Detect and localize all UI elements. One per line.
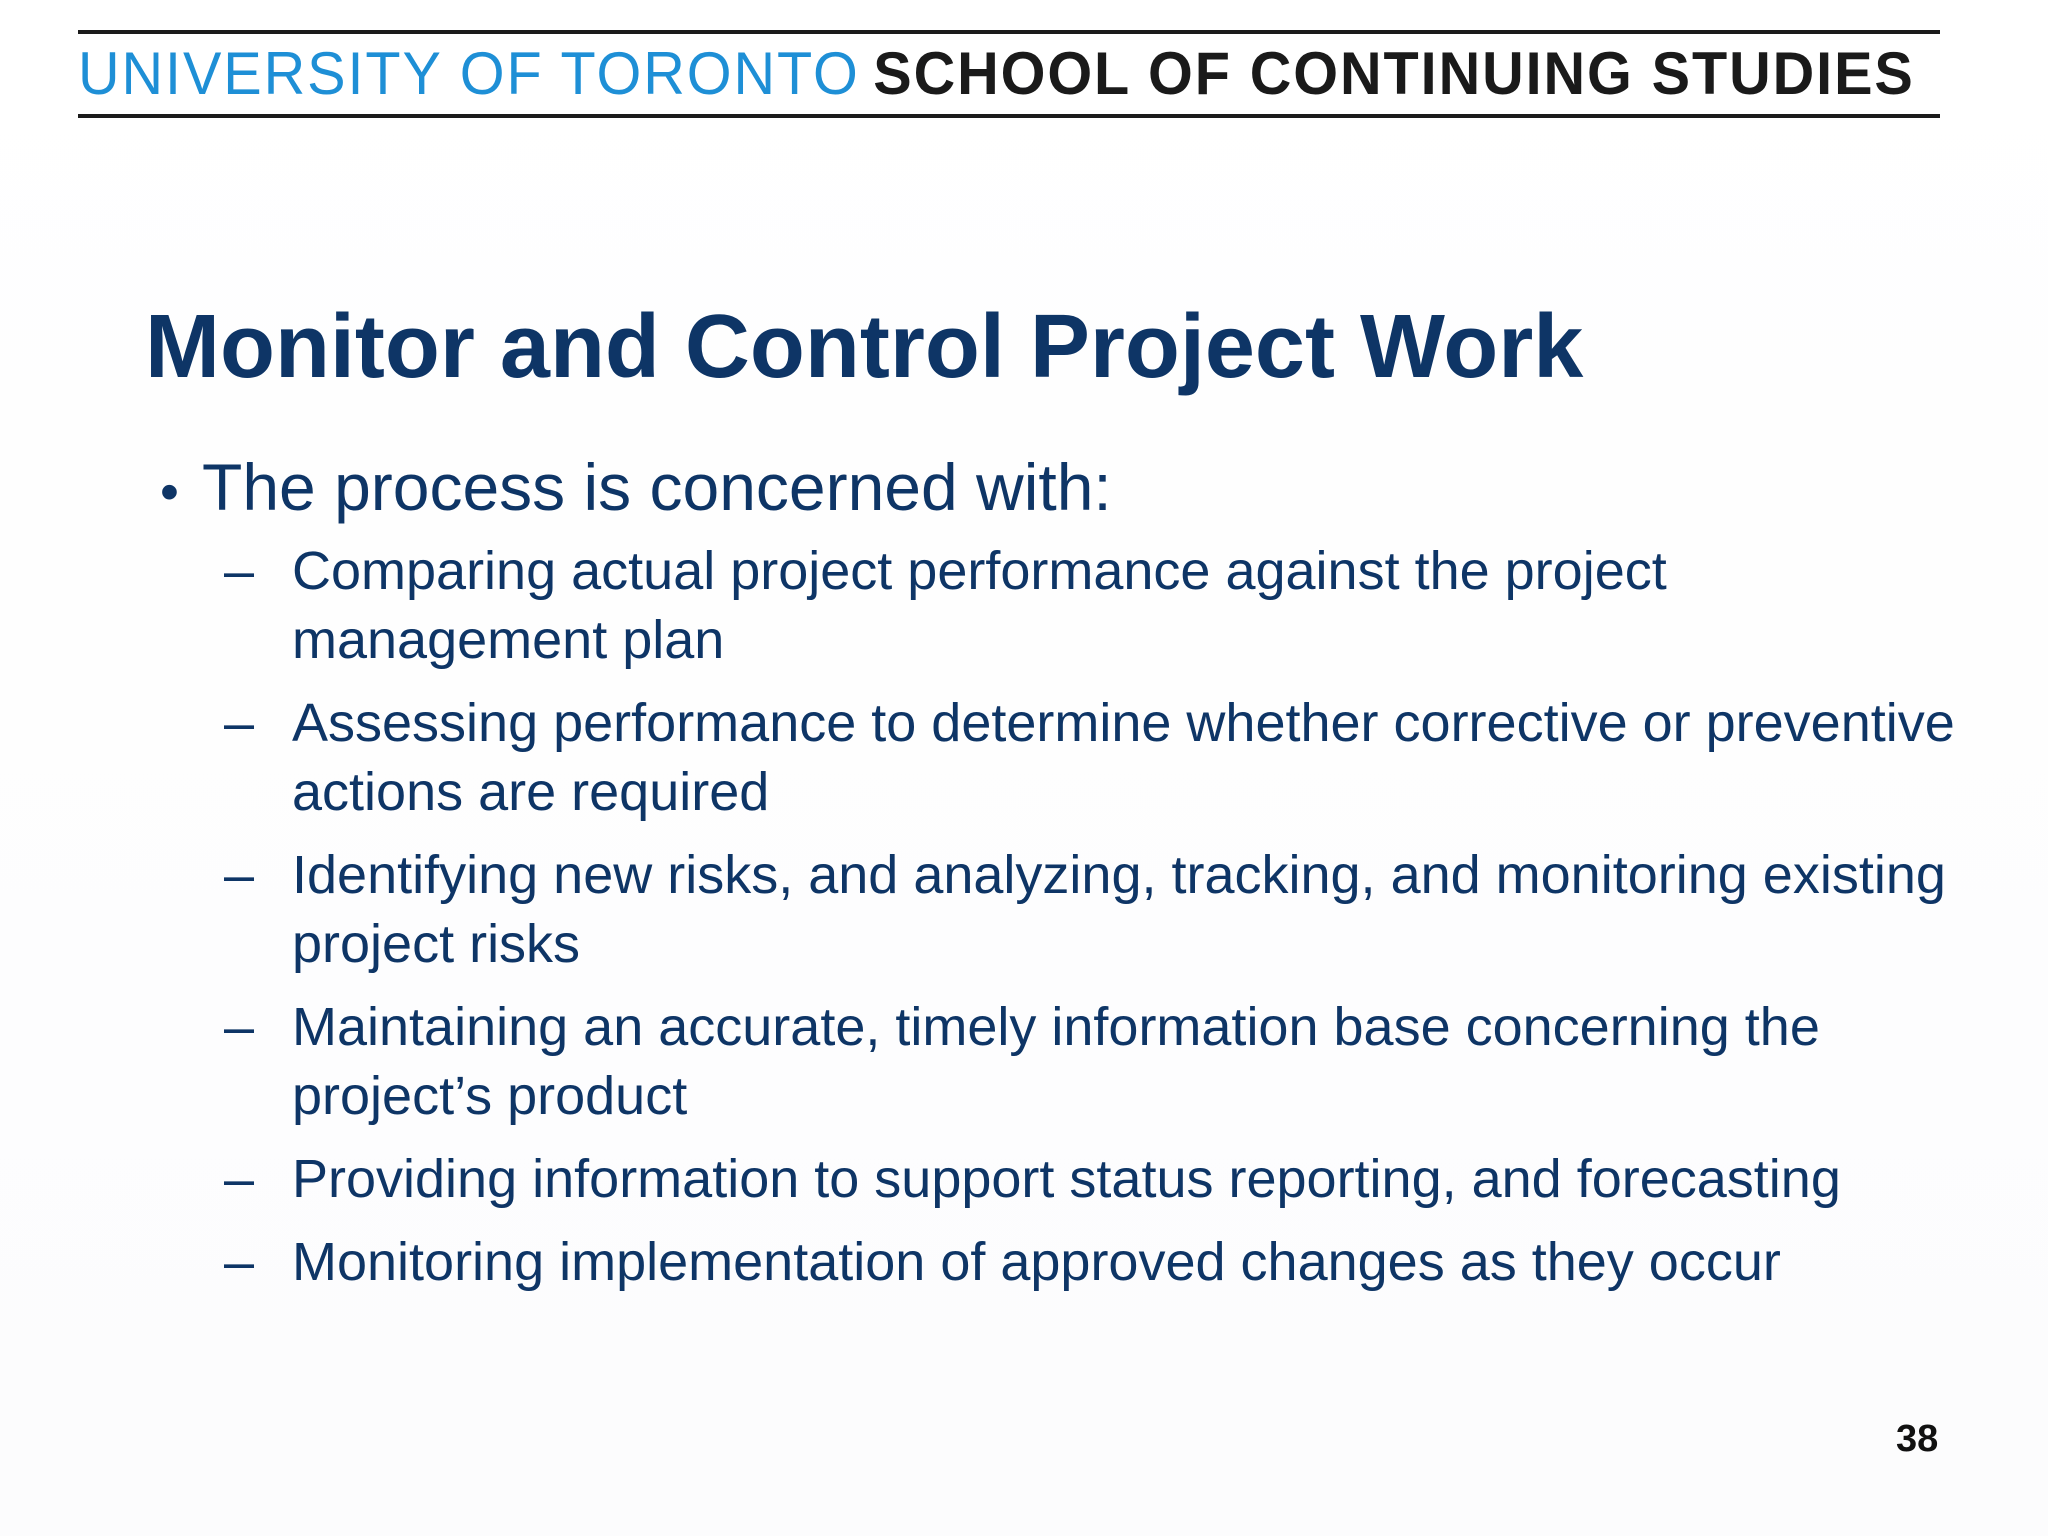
sub-bullet-item [222, 1145, 1960, 1214]
dash-marker: – [224, 1149, 255, 1210]
dash-marker: – [224, 1232, 255, 1293]
sub-bullet-item [222, 1228, 1960, 1297]
dash-marker: – [224, 997, 255, 1058]
header-text [78, 40, 1915, 107]
page-number: 38 [1896, 1418, 1939, 1460]
sub-bullet-text: Comparing actual project performance against the project management plan [292, 541, 1667, 671]
sub-bullet-item [222, 537, 1960, 675]
sub-bullet-list [160, 537, 1960, 1297]
slide-content [160, 448, 1960, 1311]
header-banner [78, 30, 1940, 118]
sub-bullet-text: Monitoring implementation of approved changes as they occur [292, 1232, 1781, 1293]
bullet-marker: • [160, 462, 179, 522]
main-bullet [160, 448, 1960, 527]
sub-bullet-text: Assessing performance to determine whether corrective or preventive actions are required [292, 693, 1955, 823]
sub-bullet-text: Identifying new risks, and analyzing, tracking, and monitoring existing project risks [292, 845, 1946, 975]
slide-title: Monitor and Control Project Work [145, 297, 1584, 397]
sub-bullet-text: Maintaining an accurate, timely information base concerning the project’s product [292, 997, 1820, 1127]
school-name: SCHOOL OF CONTINUING STUDIES [873, 40, 1915, 107]
dash-marker: – [224, 845, 255, 906]
dash-marker: – [224, 541, 255, 602]
sub-bullet-item [222, 689, 1960, 827]
sub-bullet-text: Providing information to support status reporting, and forecasting [292, 1149, 1841, 1210]
sub-bullet-item [222, 993, 1960, 1131]
dash-marker: – [224, 693, 255, 754]
sub-bullet-item [222, 841, 1960, 979]
university-name: UNIVERSITY OF TORONTO [78, 40, 860, 107]
main-bullet-text: The process is concerned with: [202, 450, 1112, 524]
